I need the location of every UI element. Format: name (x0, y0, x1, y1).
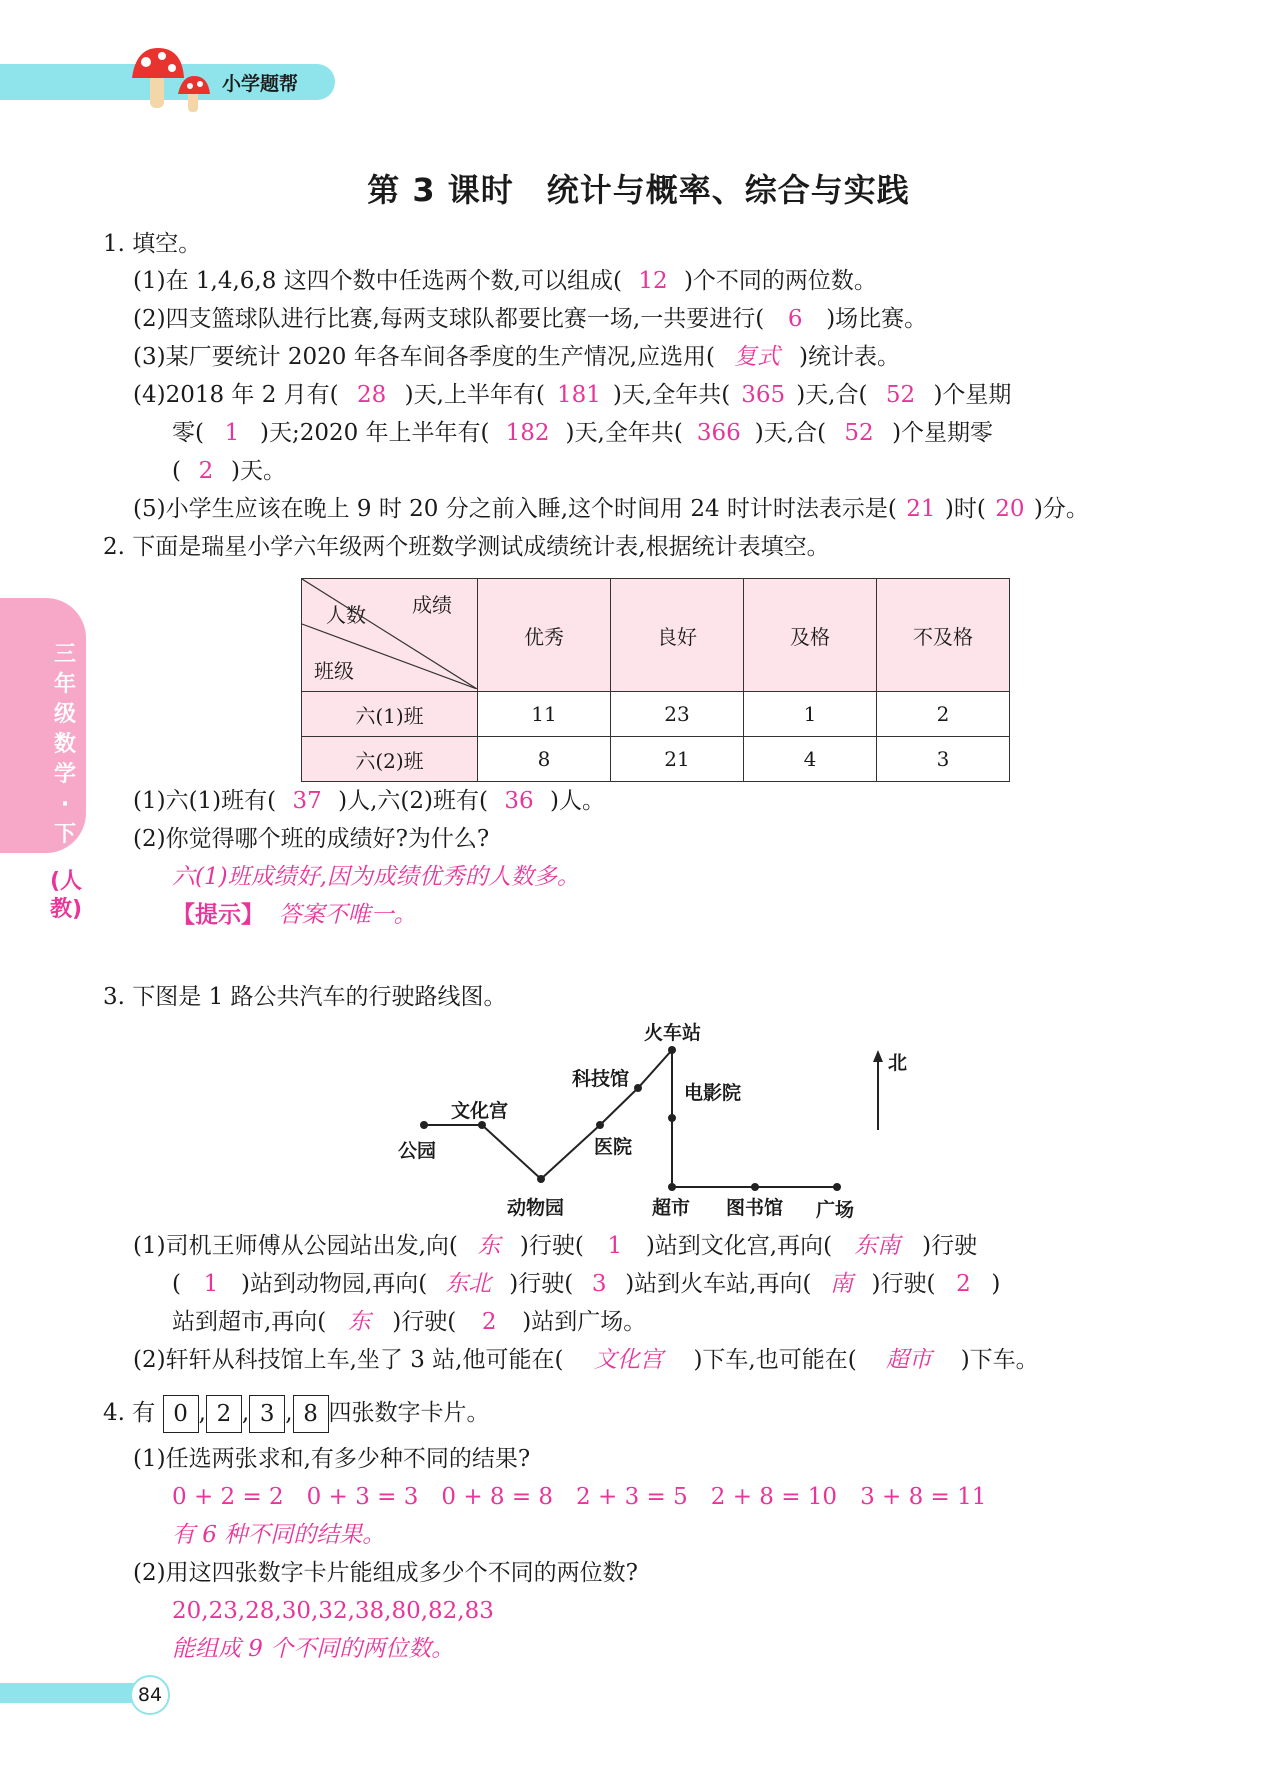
stop-marker (596, 1121, 604, 1129)
answer: 1 (203, 1271, 219, 1297)
stop-label: 动物园 (507, 1197, 565, 1219)
number-card: 8 (293, 1395, 329, 1433)
answer: 182 (505, 420, 550, 446)
column-header: 良好 (611, 579, 744, 692)
answer: 52 (844, 420, 874, 446)
corner-label-class: 班级 (314, 659, 354, 683)
table-cell: 2 (877, 692, 1010, 737)
table-cell: 21 (611, 737, 744, 782)
answer: 2 (956, 1271, 971, 1297)
answer: 超市 (885, 1347, 932, 1373)
answer: 东 (477, 1233, 501, 1259)
answer: 复式 (734, 344, 781, 370)
q1-item-4-line2: 零( 1 )天;2020 年上半年有( 182 )天,全年共( 366 )天,合( 52 )个星期零 (172, 420, 994, 446)
corner-label-count: 人数 (326, 603, 366, 627)
answer: 1 (224, 420, 240, 446)
stop-marker (668, 1046, 676, 1054)
score-table (301, 578, 1010, 782)
row-header: 六(2)班 (302, 737, 478, 782)
brand-name: 小学题帮 (222, 73, 299, 95)
q1-item-4-line3: ( 2 )天。 (172, 458, 286, 484)
q1-item-1: (1)在 1,4,6,8 这四个数中任选两个数,可以组成( 12 )个不同的两位数。 (133, 268, 877, 294)
row-header: 六(1)班 (302, 692, 478, 737)
q3-item-1-line2: ( 1 )站到动物园,再向( 东北 )行驶( 3 )站到火车站,再向( 南 )行驶( 2 ) (172, 1271, 1001, 1297)
q3-item-1-line1: (1)司机王师傅从公园站出发,向( 东 )行驶( 1 )站到文化宫,再向( 东南 )行驶 (133, 1233, 978, 1259)
stop-label: 文化宫 (451, 1100, 509, 1122)
q1-item-5: (5)小学生应该在晚上 9 时 20 分之前入睡,这个时间用 24 时计时法表示是( 21 )时( 20 )分。 (133, 496, 1089, 522)
q2-hint (172, 900, 417, 930)
table-cell: 3 (877, 737, 1010, 782)
column-header: 不及格 (877, 579, 1010, 692)
q4-item-2-answer: 能组成 9 个不同的两位数。 (172, 1636, 455, 1662)
hint-text: 答案不唯一。 (278, 902, 417, 928)
stop-marker (537, 1175, 545, 1183)
stop-label: 广场 (816, 1199, 855, 1221)
answer: 2 (198, 458, 214, 484)
page-title: 第 3 课时 统计与概率、综合与实践 (367, 171, 910, 209)
answer: 181 (556, 382, 601, 408)
q4-title: 4. 有 0 , 2 , 3 , 8 四张数字卡片。 (103, 1395, 490, 1433)
table-cell: 23 (611, 692, 744, 737)
column-header: 优秀 (478, 579, 611, 692)
number-card: 3 (249, 1395, 285, 1433)
table-cell: 8 (478, 737, 611, 782)
answer: 20 (995, 496, 1025, 522)
q3-item-2: (2)轩轩从科技馆上车,坐了 3 站,他可能在( 文化宫 )下车,也可能在( 超市 )下车。 (133, 1347, 1039, 1373)
answer: 28 (357, 382, 387, 408)
corner-label-score: 成绩 (412, 593, 452, 617)
table-cell: 1 (744, 692, 877, 737)
answer: 36 (504, 788, 534, 814)
stop-marker (751, 1183, 759, 1191)
answer: 366 (696, 420, 741, 446)
stop-marker (668, 1114, 676, 1122)
stop-label: 公园 (398, 1140, 437, 1162)
stop-label: 电影院 (684, 1082, 742, 1104)
q2-item-1: (1)六(1)班有( 37 )人,六(2)班有( 36 )人。 (133, 788, 605, 814)
answer: 南 (829, 1271, 853, 1297)
stop-marker (668, 1183, 676, 1191)
q2-answer: 六(1)班成绩好,因为成绩优秀的人数多。 (172, 864, 580, 890)
answer: 52 (885, 382, 916, 408)
hint-label: 【提示】 (172, 902, 264, 928)
q3-title: 3. 下图是 1 路公共汽车的行驶路线图。 (103, 984, 507, 1010)
q4-item-1-answer: 有 6 种不同的结果。 (172, 1522, 386, 1548)
answer: 6 (787, 306, 803, 332)
mushroom-logo-icon (128, 44, 218, 116)
stop-label: 图书馆 (726, 1197, 784, 1219)
stop-marker (420, 1121, 428, 1129)
q4-item-2: (2)用这四张数字卡片能组成多少个不同的两位数? (133, 1560, 638, 1586)
table-header-row (302, 579, 1010, 692)
q4-item-1: (1)任选两张求和,有多少种不同的结果? (133, 1446, 531, 1472)
footer-band (0, 1683, 150, 1703)
answer: 东 (347, 1309, 371, 1335)
answer: 东北 (445, 1271, 492, 1297)
number-card: 0 (163, 1395, 199, 1433)
north-label: 北 (888, 1052, 908, 1074)
side-tab-edition: (人教) (50, 869, 83, 922)
table-cell: 11 (478, 692, 611, 737)
stop-marker (634, 1084, 642, 1092)
column-header: 及格 (744, 579, 877, 692)
table-row (302, 737, 1010, 782)
number-card: 2 (206, 1395, 242, 1433)
answer: 3 (591, 1271, 607, 1297)
answer: 1 (607, 1233, 623, 1259)
q1-item-2: (2)四支篮球队进行比赛,每两支球队都要比赛一场,一共要进行( 6 )场比赛。 (133, 306, 928, 332)
q1-title: 1. 填空。 (103, 231, 202, 257)
side-tab-grade: 三年级数学·下 (53, 642, 76, 847)
table-corner-cell (302, 579, 478, 692)
q4-item-2-work: 20,23,28,30,32,38,80,82,83 (172, 1598, 494, 1624)
table-row (302, 692, 1010, 737)
q3-item-1-line3: 站到超市,再向( 东 )行驶( 2 )站到广场。 (172, 1309, 647, 1335)
q1-item-4-line1: (4)2018 年 2 月有( 28 )天,上半年有( 181 )天,全年共( 365 )天,合( 52 )个星期 (133, 382, 1012, 408)
page-number: 84 (130, 1675, 170, 1715)
q1-item-3: (3)某厂要统计 2020 年各车间各季度的生产情况,应选用( 复式 )统计表。 (133, 344, 901, 370)
answer: 12 (638, 268, 668, 294)
stop-label: 超市 (652, 1197, 691, 1219)
q4-item-1-work: 0 + 2 = 2 0 + 3 = 3 0 + 8 = 8 2 + 3 = 5 2 + 8 = 10 3 + 8 = 11 (172, 1484, 987, 1510)
table-cell: 4 (744, 737, 877, 782)
stop-label: 火车站 (644, 1022, 702, 1044)
answer: 文化宫 (593, 1347, 663, 1373)
answer: 21 (906, 496, 936, 522)
answer: 东南 (854, 1233, 901, 1259)
answer: 37 (292, 788, 322, 814)
stop-marker (833, 1183, 841, 1191)
answer: 2 (481, 1309, 497, 1335)
answer: 365 (741, 382, 786, 408)
stop-label: 医院 (594, 1136, 633, 1158)
q2-title: 2. 下面是瑞星小学六年级两个班数学测试成绩统计表,根据统计表填空。 (103, 534, 830, 560)
q2-item-2: (2)你觉得哪个班的成绩好?为什么? (133, 826, 490, 852)
stop-label: 科技馆 (572, 1068, 630, 1090)
